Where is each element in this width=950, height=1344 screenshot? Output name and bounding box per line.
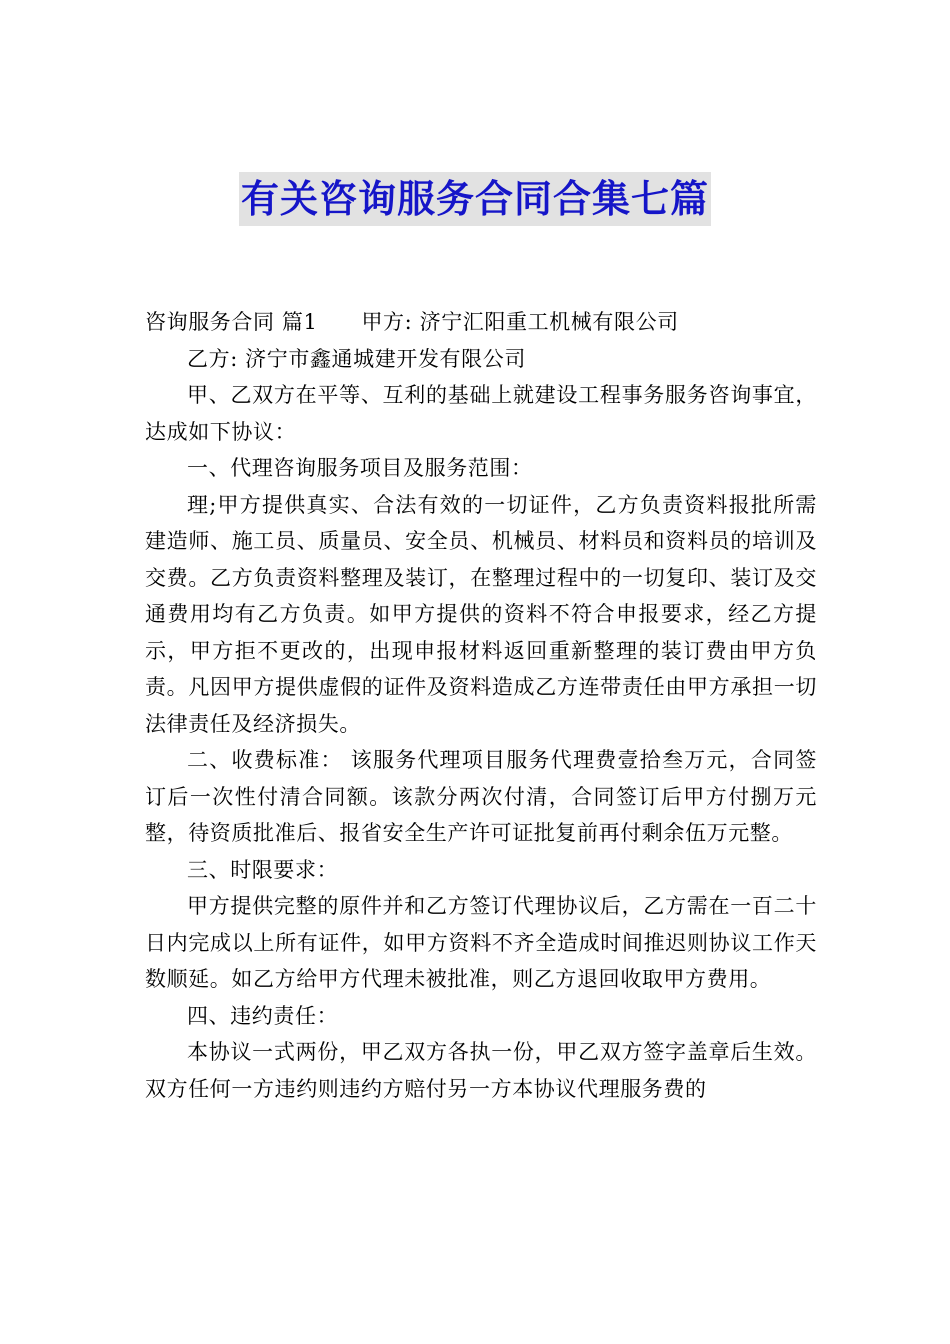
paragraph-first-line — [145, 304, 817, 341]
document-title: 有关咨询服务合同合集七篇 — [239, 172, 711, 226]
document-body — [145, 304, 817, 1107]
title-container — [0, 172, 950, 226]
party-b: 乙方: 济宁市鑫通城建开发有限公司 — [187, 346, 526, 371]
paragraph-intro: 甲、乙双方在平等、互利的基础上就建设工程事务服务咨询事宜，达成如下协议： — [145, 383, 817, 444]
party-a: 甲方: 济宁汇阳重工机械有限公司 — [361, 310, 679, 334]
paragraph-liability: 本协议一式两份，甲乙双方各执一份，甲乙双方签字盖章后生效。双方任何一方违约则违约方赔付另一方本协议代理服务费的 — [145, 1040, 817, 1101]
contract-heading: 咨询服务合同 篇1 — [145, 310, 318, 334]
section-heading-1: 一、代理咨询服务项目及服务范围： — [187, 456, 533, 480]
paragraph-fees: 二、收费标准： 该服务代理项目服务代理费壹拾叁万元，合同签订后一次性付清合同额。该款分两次付清，合同签订后甲方付捌万元整，待资质批准后、报省安全生产许可证批复前再付剩余伍万元整。 — [145, 748, 817, 845]
section-heading-3: 三、时限要求： — [187, 857, 339, 882]
paragraph-scope: 理;甲方提供真实、合法有效的一切证件，乙方负责资料报批所需建造师、施工员、质量员、安全员、机械员、材料员和资料员的培训及交费。乙方负责资料整理及装订，在整理过程中的一切复印、装订及交通费用均有乙方负责。如甲方提供的资料不符合申报要求，经乙方提示，甲方拒不更改的，出现申报材料返回重新整理的装订费由甲方负责。凡因甲方提供虚假的证件及资料造成乙方连带责任由甲方承担一切法律责任及经济损失。 — [145, 492, 817, 736]
paragraph-timeline: 甲方提供完整的原件并和乙方签订代理协议后，乙方需在一百二十日内完成以上所有证件，如甲方资料不齐全造成时间推迟则协议工作天数顺延。如乙方给甲方代理未被批准，则乙方退回收取甲方费用。 — [145, 894, 817, 991]
section-heading-4: 四、违约责任： — [187, 1003, 339, 1028]
